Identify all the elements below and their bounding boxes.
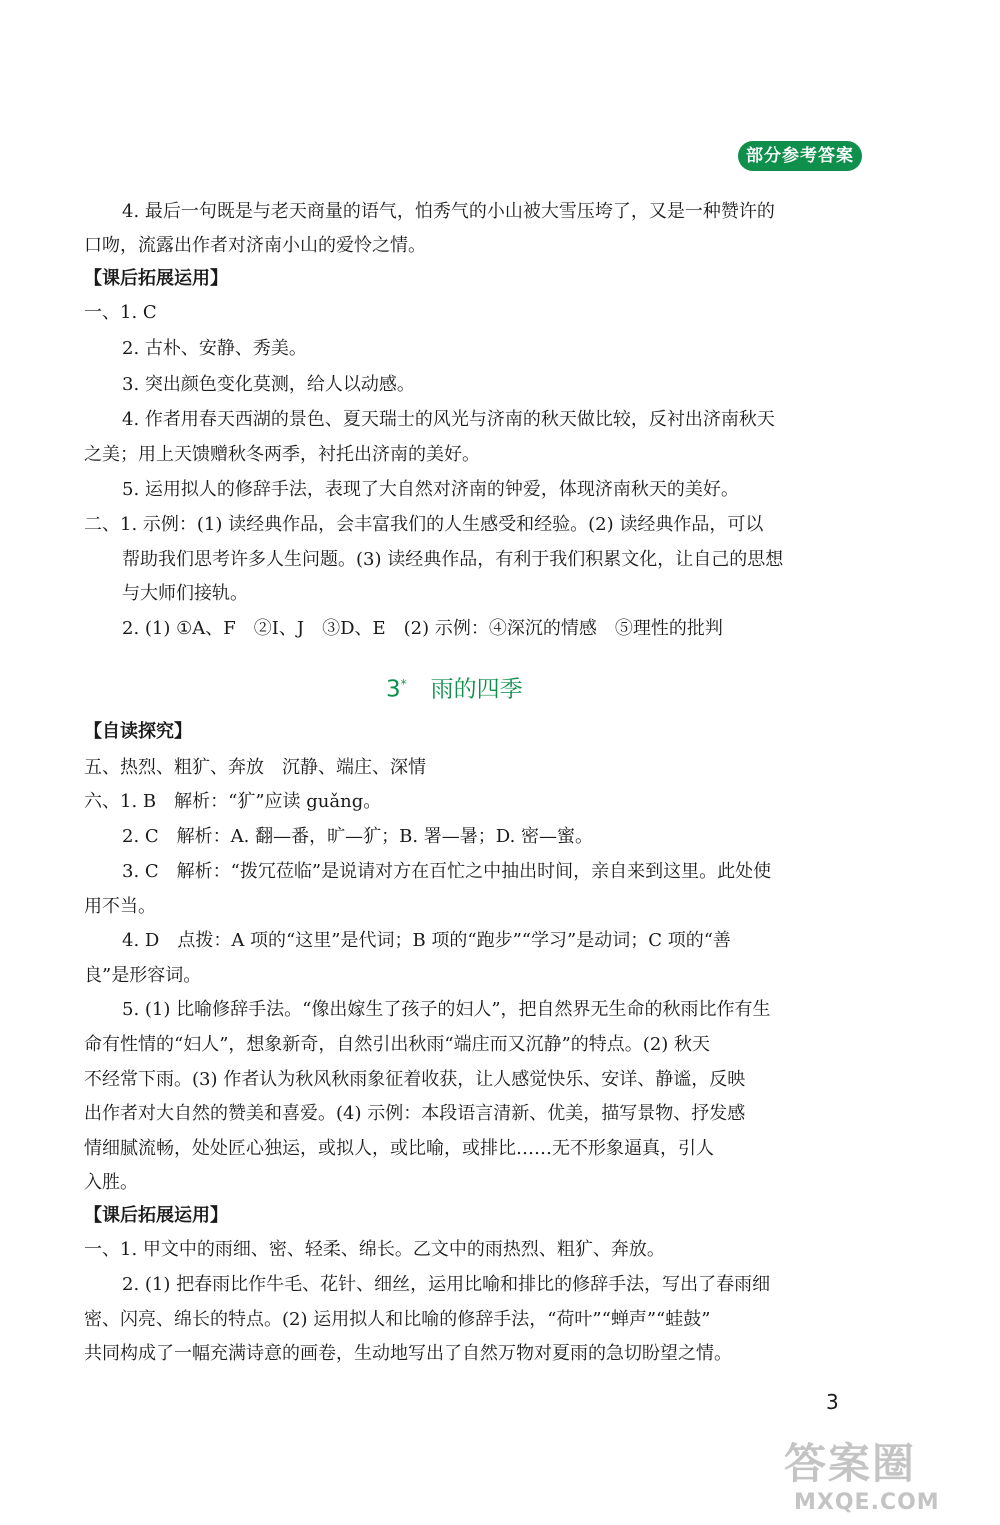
text-line: 之美；用上天馈赠秋冬两季，衬托出济南的美好。: [84, 444, 480, 465]
text-line: 与大师们接轨。: [122, 583, 248, 604]
text-line: 五、热烈、粗犷、奔放 沉静、端庄、深情: [84, 757, 426, 778]
text-line: 2. (1) ①A、F ②I、J ③D、E (2) 示例：④深沉的情感 ⑤理性的批判: [122, 618, 723, 639]
section-title: [386, 670, 523, 704]
text-line: 4. D 点拨：A 项的“这里”是代词；B 项的“跑步”“学习”是动词；C 项的“善: [122, 930, 731, 951]
watermark-url: MXQE.COM: [794, 1490, 940, 1515]
text-line: 2. (1) 把春雨比作牛毛、花针、细丝，运用比喻和排比的修辞手法，写出了春雨细: [122, 1274, 771, 1295]
text-line: 命有性情的“妇人”，想象新奇，自然引出秋雨“端庄而又沉静”的特点。(2) 秋天: [84, 1034, 711, 1055]
text-line: 良”是形容词。: [84, 965, 202, 986]
text-line: 不经常下雨。(3) 作者认为秋风秋雨象征着收获，让人感觉快乐、安详、静谧，反映: [84, 1069, 746, 1090]
text-line: 5. 运用拟人的修辞手法，表现了大自然对济南的钟爱，体现济南秋天的美好。: [122, 479, 739, 500]
section-number: 3: [386, 676, 401, 703]
section-title-text: 雨的四季: [430, 676, 523, 703]
text-line: 二、1. 示例：(1) 读经典作品，会丰富我们的人生感受和经验。(2) 读经典作品，可以: [84, 514, 764, 535]
text-line: 4. 作者用春天西湖的景色、夏天瑞士的风光与济南的秋天做比较，反衬出济南秋天: [122, 409, 775, 430]
text-line: 3. 突出颜色变化莫测，给人以动感。: [122, 374, 415, 395]
watermark: [784, 1440, 989, 1520]
text-line: 口吻，流露出作者对济南小山的爱怜之情。: [84, 235, 426, 256]
text-line: 六、1. B 解析：“犷”应读 guǎng。: [84, 791, 382, 812]
text-line: 出作者对大自然的赞美和喜爱。(4) 示例：本段语言清新、优美，描写景物、抒发感: [84, 1103, 746, 1124]
text-line: 一、1. C: [84, 302, 157, 323]
text-line: 3. C 解析：“拨冗莅临”是说请对方在百忙之中抽出时间，亲自来到这里。此处使: [122, 861, 772, 882]
text-line: 用不当。: [84, 896, 156, 917]
text-line: 2. C 解析：A. 翻—番，旷—犷；B. 署—暑；D. 密—蜜。: [122, 826, 594, 847]
text-line: 共同构成了一幅充满诗意的画卷，生动地写出了自然万物对夏雨的急切盼望之情。: [84, 1343, 732, 1364]
text-line: 4. 最后一句既是与老天商量的语气，怕秀气的小山被大雪压垮了，又是一种赞许的: [122, 201, 775, 222]
section-mark: *: [400, 677, 407, 691]
page-number: 3: [826, 1390, 839, 1414]
section-badge: 部分参考答案: [738, 141, 862, 171]
subsection-heading: 【自读探究】: [84, 721, 192, 742]
watermark-text: 答案圈: [784, 1439, 917, 1488]
text-line: 2. 古朴、安静、秀美。: [122, 338, 307, 359]
text-line: 密、闪亮、绵长的特点。(2) 运用拟人和比喻的修辞手法，“荷叶”“蝉声”“蛙鼓”: [84, 1309, 711, 1330]
subsection-heading: 【课后拓展运用】: [84, 1205, 228, 1226]
text-line: 5. (1) 比喻修辞手法。“像出嫁生了孩子的妇人”，把自然界无生命的秋雨比作有生: [122, 999, 771, 1020]
subsection-heading: 【课后拓展运用】: [84, 268, 228, 289]
text-line: 一、1. 甲文中的雨细、密、轻柔、绵长。乙文中的雨热烈、粗犷、奔放。: [84, 1239, 665, 1260]
text-line: 入胜。: [84, 1172, 138, 1193]
text-line: 帮助我们思考许多人生问题。(3) 读经典作品，有利于我们积累文化，让自己的思想: [122, 549, 784, 570]
text-line: 情细腻流畅，处处匠心独运，或拟人，或比喻，或排比……无不形象逼真，引人: [84, 1138, 714, 1159]
